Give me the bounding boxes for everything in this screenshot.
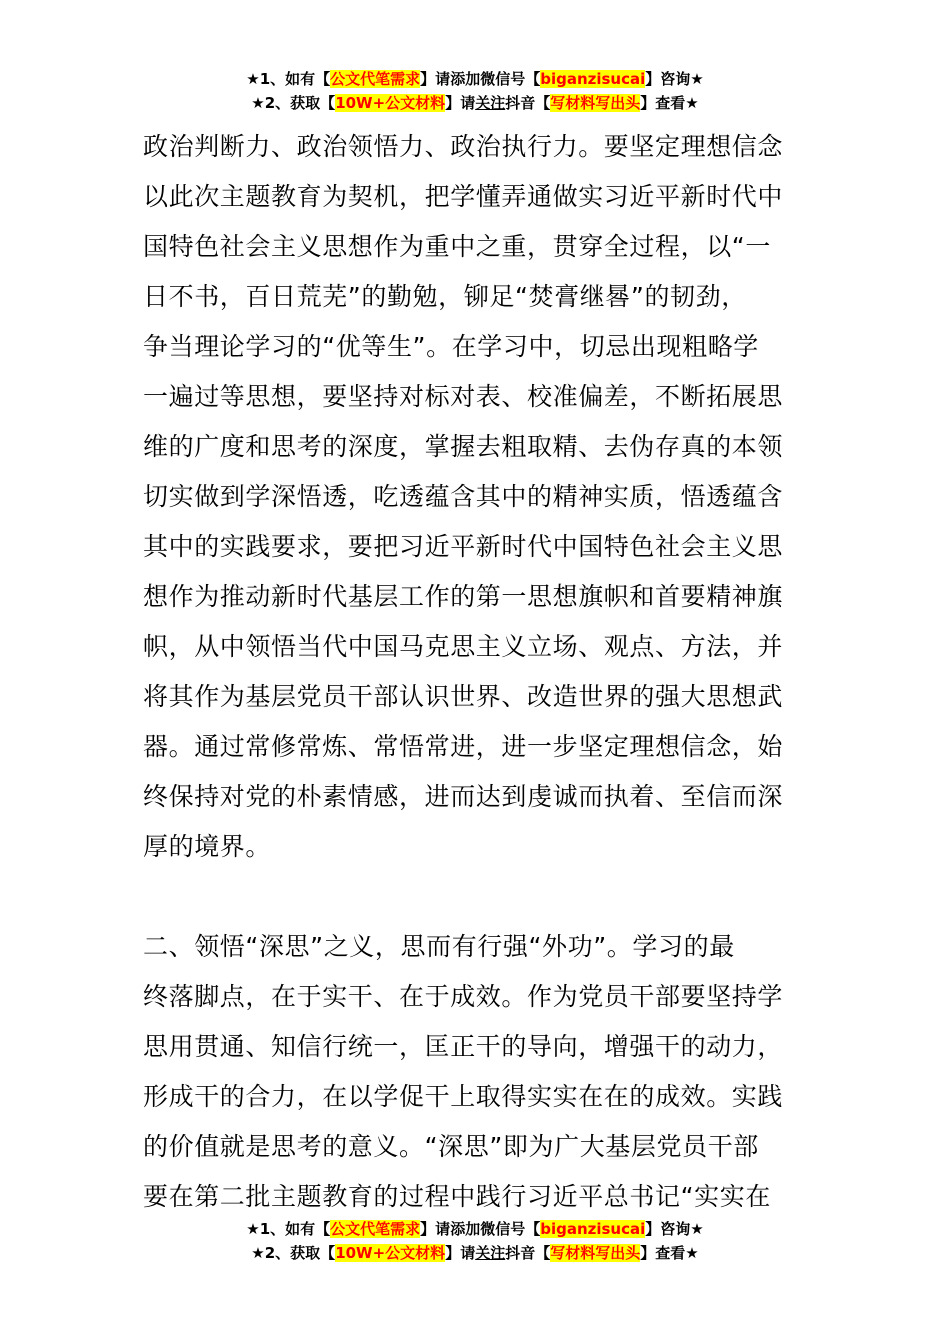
text-line: 思用贯通、知信行统一，匡正干的导向，增强干的动力， — [143, 1032, 784, 1061]
banner-line-1 — [0, 68, 950, 92]
banner-line-1-prefix: ★1、如有【 — [246, 70, 331, 88]
footer-line-1-prefix: ★1、如有【 — [246, 1220, 331, 1238]
text-line: 终保持对党的朴素情感，进而达到虔诚而执着、至信而深 — [143, 782, 784, 811]
text-line: 日不书，百日荒芜”的勤勉，铆足“焚膏继晷”的韧劲， — [143, 282, 747, 311]
header-banner — [0, 68, 950, 116]
footer-line-1-middle-1: 】请 — [420, 1220, 451, 1238]
text-line: 二、领悟“深思”之义，思而有行强“外功”。学习的最 — [143, 932, 735, 961]
text-line: 厚的境界。 — [143, 832, 272, 861]
text-line: 想作为推动新时代基层工作的第一思想旗帜和首要精神旗 — [143, 582, 784, 611]
text-line: 器。通过常修常炼、常悟常进，进一步坚定理想信念，始 — [143, 732, 784, 761]
banner-line-1-middle-2: 微信号【 — [480, 70, 541, 88]
banner-line-2-highlight-1: 10W+公文材料 — [335, 94, 446, 112]
text-line: 的价值就是思考的意义。“深思”即为广大基层党员干部 — [143, 1132, 759, 1161]
footer-line-2-middle-1: 】请 — [445, 1244, 476, 1262]
footer-line-1-middle-2: 微信号【 — [480, 1220, 541, 1238]
banner-line-2-middle-2: 抖音【 — [505, 94, 551, 112]
banner-line-2-highlight-2: 写材料写出头 — [550, 94, 641, 112]
banner-line-1-highlight-1: 公文代笔需求 — [330, 70, 421, 88]
text-line: 形成干的合力，在以学促干上取得实实在在的成效。实践 — [143, 1082, 784, 1111]
text-line: 以此次主题教育为契机，把学懂弄通做实习近平新时代中 — [143, 182, 784, 211]
text-line: 一遍过等思想，要坚持对标对表、校准偏差，不断拓展思 — [143, 382, 784, 411]
footer-banner — [0, 1218, 950, 1266]
text-line: 终落脚点，在于实干、在于成效。作为党员干部要坚持学 — [143, 982, 784, 1011]
paragraph-2 — [143, 922, 823, 1222]
text-line: 维的广度和思考的深度，掌握去粗取精、去伪存真的本领 — [143, 432, 784, 461]
banner-line-2-emphasis: 关注 — [475, 94, 506, 112]
banner-line-2-middle-1: 】请 — [445, 94, 476, 112]
text-line: 将其作为基层党员干部认识世界、改造世界的强大思想武 — [143, 682, 784, 711]
banner-line-1-suffix: 】咨询★ — [645, 70, 704, 88]
footer-line-1-emphasis: 添加 — [450, 1220, 481, 1238]
footer-line-2-prefix: ★2、获取【 — [251, 1244, 336, 1262]
document-body — [143, 122, 823, 1222]
paragraph-gap — [143, 872, 823, 922]
banner-line-1-highlight-2: biganzisucai — [540, 70, 646, 88]
text-line: 其中的实践要求，要把习近平新时代中国特色社会主义思 — [143, 532, 784, 561]
text-line: 切实做到学深悟透，吃透蕴含其中的精神实质，悟透蕴含 — [143, 482, 784, 511]
footer-line-2-highlight-2: 写材料写出头 — [550, 1244, 641, 1262]
banner-line-2-prefix: ★2、获取【 — [251, 94, 336, 112]
text-line: 争当理论学习的“优等生”。在学习中，切忌出现粗略学 — [143, 332, 759, 361]
text-line: 要在第二批主题教育的过程中践行习近平总书记“实实在 — [143, 1182, 771, 1211]
footer-line-1-highlight-2: biganzisucai — [540, 1220, 646, 1238]
footer-line-1 — [0, 1218, 950, 1242]
footer-line-2 — [0, 1242, 950, 1266]
footer-line-2-highlight-1: 10W+公文材料 — [335, 1244, 446, 1262]
banner-line-1-middle-1: 】请 — [420, 70, 451, 88]
footer-line-1-suffix: 】咨询★ — [645, 1220, 704, 1238]
text-line: 政治判断力、政治领悟力、政治执行力。要坚定理想信念 — [143, 132, 784, 161]
banner-line-1-emphasis: 添加 — [450, 70, 481, 88]
footer-line-2-emphasis: 关注 — [475, 1244, 506, 1262]
banner-line-2 — [0, 92, 950, 116]
paragraph-1 — [143, 122, 823, 872]
footer-line-1-highlight-1: 公文代笔需求 — [330, 1220, 421, 1238]
footer-line-2-middle-2: 抖音【 — [505, 1244, 551, 1262]
text-line: 帜，从中领悟当代中国马克思主义立场、观点、方法，并 — [143, 632, 784, 661]
banner-line-2-suffix: 】查看★ — [640, 94, 699, 112]
text-line: 国特色社会主义思想作为重中之重，贯穿全过程，以“一 — [143, 232, 771, 261]
footer-line-2-suffix: 】查看★ — [640, 1244, 699, 1262]
